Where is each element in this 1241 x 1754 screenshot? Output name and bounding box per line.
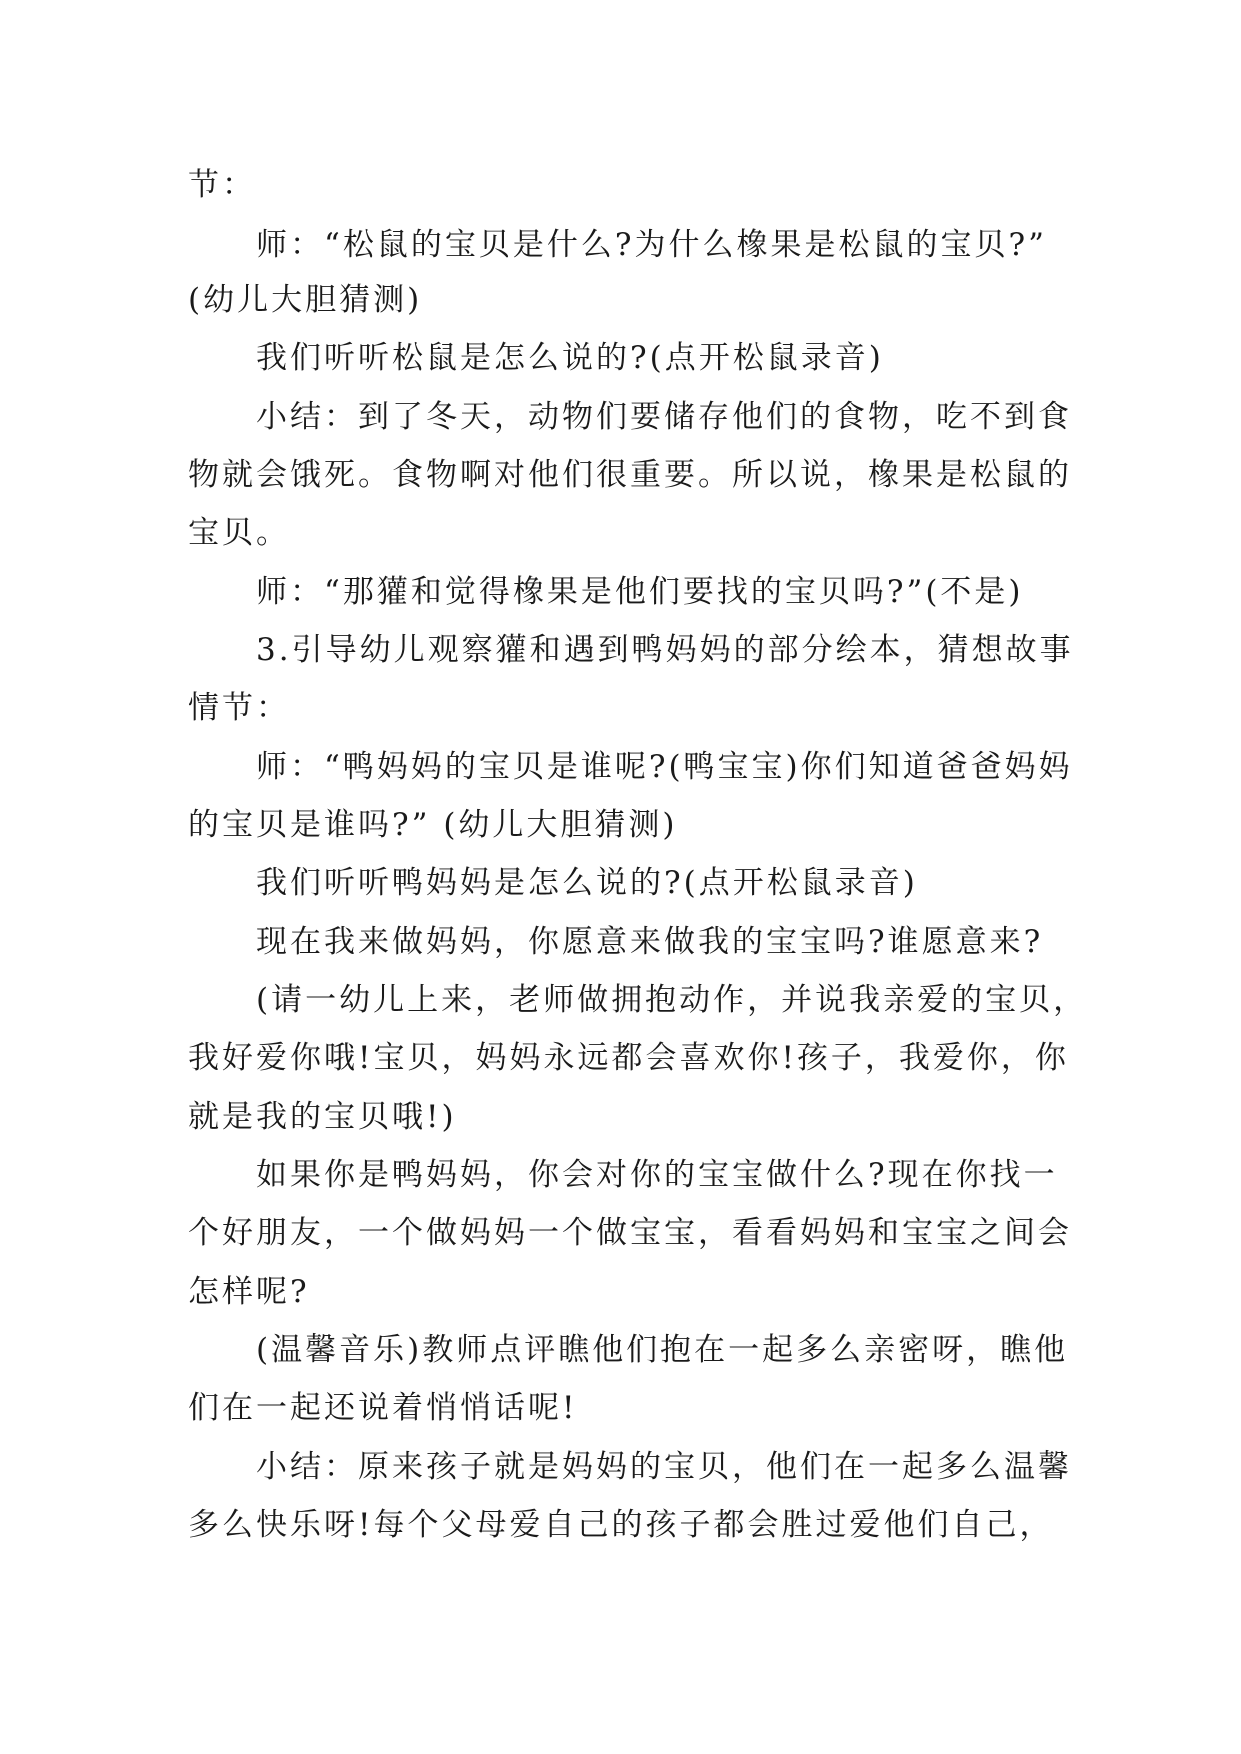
text-line: 的宝贝是谁吗?” (幼儿大胆猜测) (188, 807, 678, 843)
text-line: 就是我的宝贝哦!) (188, 1099, 457, 1135)
text-line: 怎样呢? (188, 1274, 310, 1310)
text-line: 3.引导幼儿观察獾和遇到鸭妈妈的部分绘本，猜想故事 (256, 632, 1074, 668)
text-line: 宝贝。 (188, 515, 290, 551)
text-line: 物就会饿死。食物啊对他们很重要。所以说，橡果是松鼠的 (188, 457, 1072, 493)
text-line: 个好朋友，一个做妈妈一个做宝宝，看看妈妈和宝宝之间会 (188, 1215, 1072, 1251)
text-line: 师：“那獾和觉得橡果是他们要找的宝贝吗?”(不是) (256, 574, 1024, 610)
text-line: 我好爱你哦!宝贝，妈妈永远都会喜欢你!孩子，我爱你，你 (188, 1040, 1069, 1076)
text-line: 小结：原来孩子就是妈妈的宝贝，他们在一起多么温馨 (256, 1449, 1072, 1485)
text-line: 节： (188, 167, 256, 203)
text-line: 我们听听鸭妈妈是怎么说的?(点开松鼠录音) (256, 865, 918, 901)
text-line: (温馨音乐)教师点评瞧他们抱在一起多么亲密呀，瞧他 (256, 1332, 1069, 1368)
text-line: 们在一起还说着悄悄话呢! (188, 1390, 578, 1426)
text-line: 如果你是鸭妈妈，你会对你的宝宝做什么?现在你找一 (256, 1157, 1058, 1193)
text-line: 小结：到了冬天，动物们要储存他们的食物，吃不到食 (256, 399, 1072, 435)
text-line: 我们听听松鼠是怎么说的?(点开松鼠录音) (256, 340, 884, 376)
text-line: (幼儿大胆猜测) (188, 282, 423, 318)
text-line: 师：“鸭妈妈的宝贝是谁呢?(鸭宝宝)你们知道爸爸妈妈 (256, 749, 1073, 785)
text-line: (请一幼儿上来，老师做拥抱动作，并说我亲爱的宝贝， (256, 982, 1088, 1018)
text-line: 现在我来做妈妈，你愿意来做我的宝宝吗?谁愿意来? (256, 924, 1044, 960)
text-line: 多么快乐呀!每个父母爱自己的孩子都会胜过爱他们自己， (188, 1507, 1054, 1543)
text-line: 情节： (188, 690, 290, 726)
text-line: 师：“松鼠的宝贝是什么?为什么橡果是松鼠的宝贝?” (256, 227, 1047, 263)
